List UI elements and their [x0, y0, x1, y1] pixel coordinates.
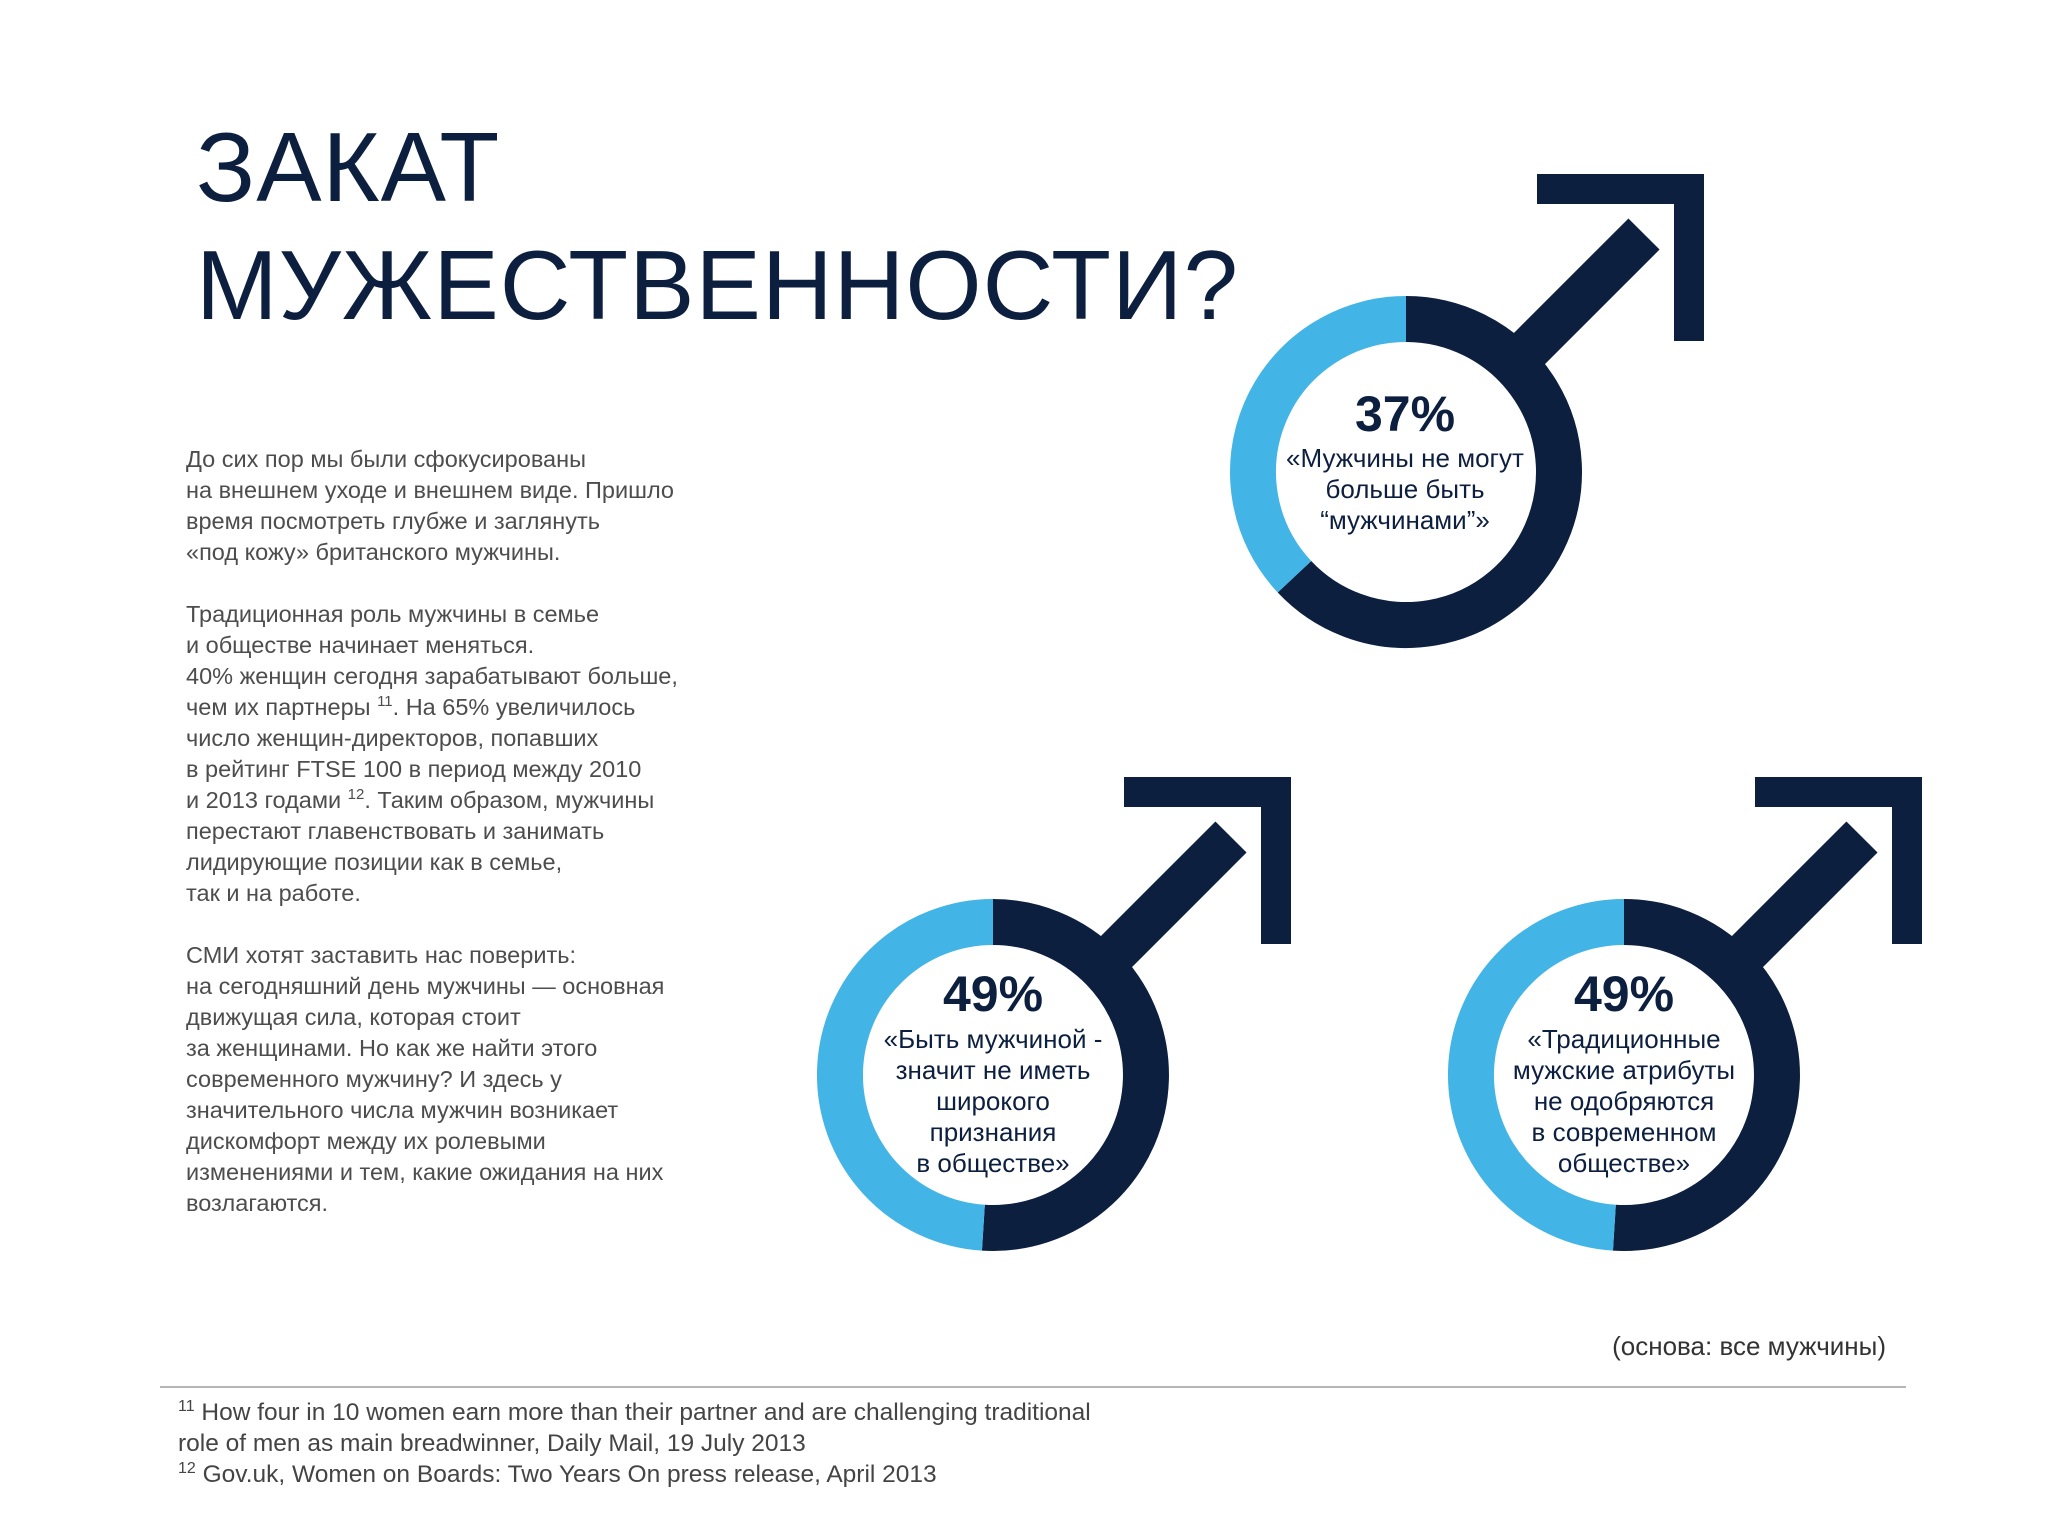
title-line-1: ЗАКАТ: [196, 112, 501, 222]
text-line: за женщинами. Но как же найти этого: [186, 1035, 598, 1061]
footnote-divider: [160, 1386, 1906, 1388]
footnote-1-cont: role of men as main breadwinner, Daily Mail, 19 July 2013: [178, 1430, 806, 1457]
quote-line: «Быть мужчиной -: [883, 1024, 1103, 1054]
text-line: современного мужчину? И здесь у: [186, 1066, 562, 1092]
footnote-text: Gov.uk, Women on Boards: Two Years On press release, April 2013: [202, 1461, 937, 1488]
chart-3-quote: [1479, 1024, 1769, 1179]
text-line: время посмотреть глубже и заглянуть: [186, 508, 600, 534]
text-line: СМИ хотят заставить нас поверить:: [186, 942, 576, 968]
male-symbol-shaft: [1523, 234, 1644, 355]
quote-line: «Мужчины не могут: [1286, 443, 1524, 473]
text-line: возлагаются.: [186, 1190, 329, 1216]
footnote-1: [178, 1397, 1091, 1428]
footnote-number: 11: [178, 1398, 195, 1415]
text-fragment: чем их партнеры: [186, 694, 378, 720]
text-line: «под кожу» британского мужчины.: [186, 539, 561, 565]
text-line: До сих пор мы были сфокусированы: [186, 446, 586, 472]
footnote-ref: 11: [377, 693, 393, 710]
title-line-2: МУЖЕСТВЕННОСТИ?: [196, 230, 1239, 340]
quote-line: широкого: [936, 1086, 1050, 1116]
base-note: (основа: все мужчины): [1612, 1331, 1886, 1361]
footnote-ref: 12: [347, 786, 365, 803]
text-fragment: . Таким образом, мужчины: [364, 787, 655, 813]
text-line: 40% женщин сегодня зарабатывают больше,: [186, 663, 678, 689]
footnotes: [178, 1397, 1091, 1490]
text-line: дискомфорт между их ролевыми: [186, 1128, 546, 1154]
text-line: на сегодняшний день мужчины — основная: [186, 973, 665, 999]
text-line: так и на работе.: [186, 880, 361, 906]
text-line: перестают главенствовать и занимать: [186, 818, 605, 844]
chart-1-quote: [1260, 443, 1550, 536]
male-symbol-shaft: [1741, 837, 1862, 958]
chart-1-value-label: 37%: [1354, 386, 1456, 442]
quote-line: значит не иметь: [895, 1055, 1091, 1085]
text-line: на внешнем уходе и внешнем виде. Пришло: [186, 477, 675, 503]
chart-3-value-label: 49%: [1573, 966, 1675, 1022]
footnote-2: [178, 1459, 1091, 1490]
text-line: число женщин-директоров, попавших: [186, 725, 599, 751]
text-line: Традиционная роль мужчины в семье: [186, 601, 600, 627]
text-line: в рейтинг FTSE 100 в период между 2010: [186, 756, 642, 782]
quote-line: не одобряются: [1533, 1086, 1715, 1116]
quote-line: обществе»: [1557, 1148, 1691, 1178]
chart-2-quote: [848, 1024, 1138, 1179]
footnote-text: How four in 10 women earn more than their partner and are challenging traditional: [201, 1399, 1091, 1426]
footnote-number: 12: [178, 1460, 196, 1477]
quote-line: в современном: [1531, 1117, 1717, 1147]
quote-line: мужские атрибуты: [1512, 1055, 1736, 1085]
chart-2-value-label: 49%: [942, 966, 1044, 1022]
quote-line: больше быть: [1325, 474, 1485, 504]
quote-line: в обществе»: [916, 1148, 1070, 1178]
quote-line: «Традиционные: [1527, 1024, 1721, 1054]
text-line: лидирующие позиции как в семье,: [186, 849, 563, 875]
quote-line: признания: [929, 1117, 1057, 1147]
quote-line: “мужчинами”»: [1320, 505, 1490, 535]
text-line: значительного числа мужчин возникает: [186, 1097, 619, 1123]
male-symbol-shaft: [1110, 837, 1231, 958]
text-line: движущая сила, которая стоит: [186, 1004, 521, 1030]
text-line: и обществе начинает меняться.: [186, 632, 535, 658]
text-fragment: и 2013 годами: [186, 787, 348, 813]
text-fragment: . На 65% увеличилось: [392, 694, 636, 720]
text-line: изменениями и тем, какие ожидания на них: [186, 1159, 664, 1185]
